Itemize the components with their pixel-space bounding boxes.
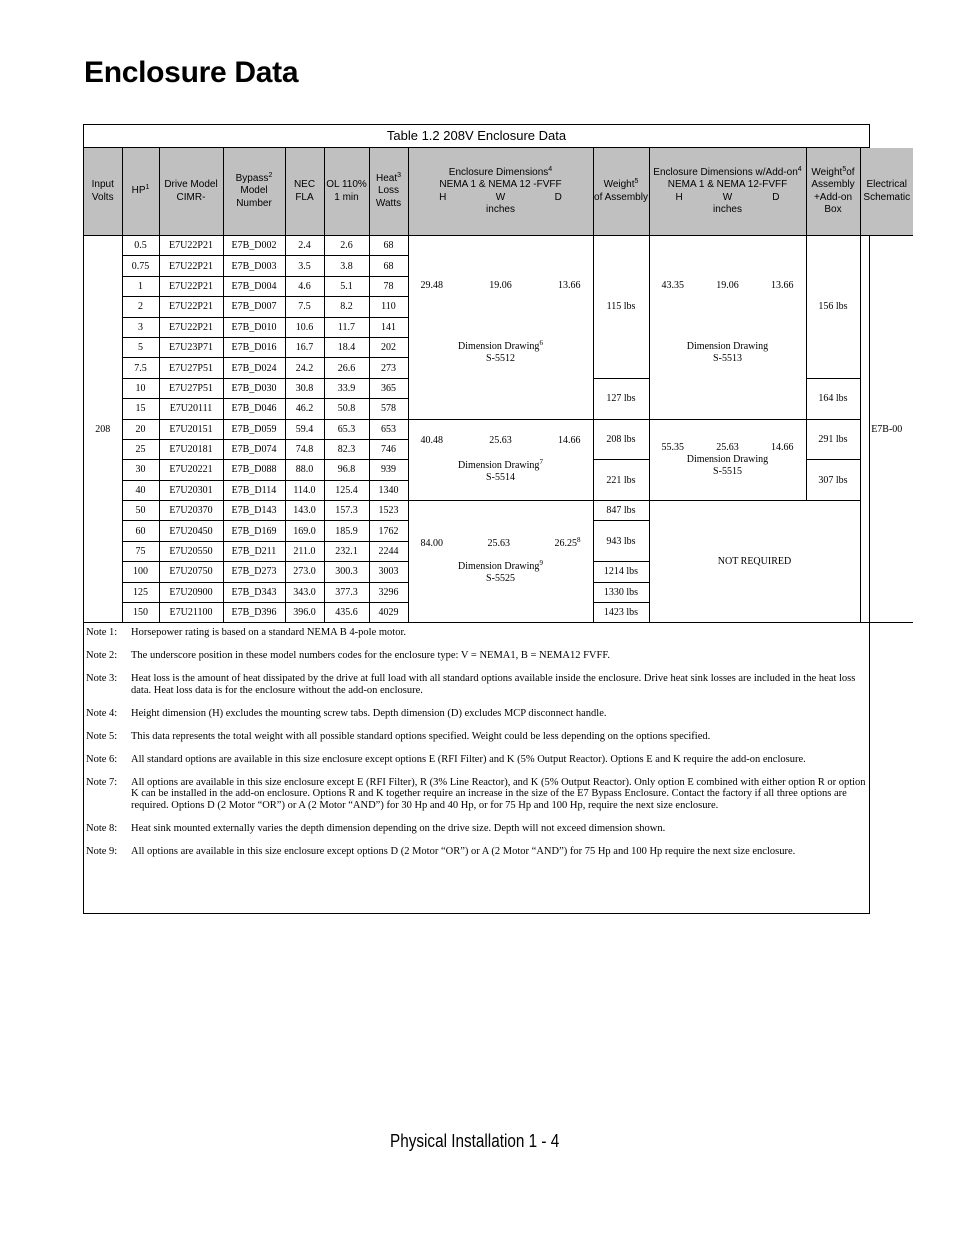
nec-fla-cell: 24.2 (285, 358, 324, 378)
heat-loss-cell: 273 (369, 358, 408, 378)
ol-cell: 33.9 (324, 378, 369, 398)
header-electrical-schematic: Electrical Schematic (860, 148, 913, 236)
hp-cell: 20 (122, 419, 159, 439)
heat-loss-cell: 1340 (369, 480, 408, 500)
bypass-model-cell: E7B_D088 (223, 460, 285, 480)
header-ol: OL 110% 1 min (324, 148, 369, 236)
notes-section (84, 623, 869, 857)
bypass-model-cell: E7B_D003 (223, 256, 285, 276)
note-label: Note 3: (86, 673, 118, 685)
nec-fla-cell: 114.0 (285, 480, 324, 500)
note-label: Note 6: (86, 753, 118, 765)
drive-model-cell: E7U20221 (159, 460, 223, 480)
heat-loss-cell: 78 (369, 276, 408, 296)
drive-model-cell: E7U20151 (159, 419, 223, 439)
bypass-model-cell: E7B_D114 (223, 480, 285, 500)
bypass-model-cell: E7B_D046 (223, 399, 285, 419)
weight-cell: 127 lbs (593, 378, 649, 419)
note-text: Heat loss is the amount of heat dissipated by the drive at full load with all standard options available inside the enclosure. Drive heat sink losses are included in the heat loss data. Heat loss data is for the enclosure without the add-on enclosure. (131, 673, 856, 696)
page-footer: Physical Installation 1 - 4 (390, 1131, 560, 1151)
hp-cell: 40 (122, 480, 159, 500)
dim-d: 14.66 (558, 435, 581, 447)
header-hp: $HP^1$ (122, 148, 159, 236)
ol-cell: 5.1 (324, 276, 369, 296)
hp-cell: 100 (122, 562, 159, 582)
heat-loss-cell: 141 (369, 317, 408, 337)
drive-model-cell: E7U22P21 (159, 297, 223, 317)
header-bypass-model: Bypass$^2$ Model Number (223, 148, 285, 236)
enclosure-data-table-frame (83, 124, 911, 914)
ol-cell: 185.9 (324, 521, 369, 541)
addon-dimensions-group: 55.35 25.63 14.66 Dimension Drawing S-5515 (649, 419, 806, 501)
note (86, 673, 869, 696)
note (86, 846, 869, 858)
heat-loss-cell: 68 (369, 236, 408, 256)
heat-loss-cell: 202 (369, 337, 408, 357)
bypass-model-cell: E7B_D059 (223, 419, 285, 439)
header-row (84, 148, 913, 236)
weight-cell: 221 lbs (593, 460, 649, 501)
hp-cell: 5 (122, 337, 159, 357)
nec-fla-cell: 343.0 (285, 582, 324, 602)
bypass-model-cell: E7B_D004 (223, 276, 285, 296)
ol-cell: 2.6 (324, 236, 369, 256)
ol-cell: 82.3 (324, 439, 369, 459)
input-volts-cell: 208 (84, 236, 122, 623)
ol-cell: 435.6 (324, 603, 369, 623)
bypass-model-cell: E7B_D007 (223, 297, 285, 317)
bypass-model-cell: E7B_D002 (223, 236, 285, 256)
note-label: Note 5: (86, 730, 118, 742)
heat-loss-cell: 1762 (369, 521, 408, 541)
bypass-model-cell: E7B_D273 (223, 562, 285, 582)
dim-d: 14.66 (771, 441, 794, 453)
header-drive-model: Drive Model CIMR- (159, 148, 223, 236)
nec-fla-cell: 211.0 (285, 541, 324, 561)
electrical-schematic-cell: E7B-00 (860, 236, 913, 623)
dim-w: 25.63 (489, 435, 512, 447)
header-enclosure-dimensions: Enclosure Dimensions$^4$ NEMA 1 & NEMA 12 -FVFF H W D inches (408, 148, 593, 236)
ol-cell: 3.8 (324, 256, 369, 276)
ol-cell: 157.3 (324, 501, 369, 521)
dim-h: 84.00 (420, 538, 443, 550)
drive-model-cell: E7U22P21 (159, 256, 223, 276)
drive-model-cell: E7U20750 (159, 562, 223, 582)
ol-cell: 11.7 (324, 317, 369, 337)
drive-model-cell: E7U20370 (159, 501, 223, 521)
note-text: All standard options are available in this size enclosure except options E (RFI Filter) and K (5% Output Reactor). Options E and K require the add-on enclosure. (131, 753, 806, 765)
hp-cell: 1 (122, 276, 159, 296)
weight-addon-cell: 307 lbs (806, 460, 860, 501)
dim-w: 25.63 (716, 441, 739, 453)
header-input-volts: Input Volts (84, 148, 122, 236)
nec-fla-cell: 30.8 (285, 378, 324, 398)
drive-model-cell: E7U22P21 (159, 276, 223, 296)
weight-cell: 943 lbs (593, 521, 649, 562)
drive-model-cell: E7U20450 (159, 521, 223, 541)
note-label: Note 7: (86, 776, 118, 788)
bypass-model-cell: E7B_D010 (223, 317, 285, 337)
note (86, 708, 869, 720)
note (86, 777, 869, 812)
enclosure-dimensions-group: 84.00 25.63 26.25$^8$ Dimension Drawing$^9$ S-5525 (408, 501, 593, 623)
header-weight: Weight$^5$ of Assembly (593, 148, 649, 236)
drive-model-cell: E7U27P51 (159, 358, 223, 378)
hp-cell: 7.5 (122, 358, 159, 378)
bypass-model-cell: E7B_D396 (223, 603, 285, 623)
ol-cell: 232.1 (324, 541, 369, 561)
weight-addon-cell: 156 lbs (806, 236, 860, 379)
table-row (84, 236, 913, 256)
dim-h: 29.48 (420, 280, 443, 291)
weight-cell: 1330 lbs (593, 582, 649, 602)
heat-loss-cell: 3296 (369, 582, 408, 602)
hp-cell: 3 (122, 317, 159, 337)
ol-cell: 377.3 (324, 582, 369, 602)
hp-cell: 30 (122, 460, 159, 480)
weight-cell: 115 lbs (593, 236, 649, 379)
dim-h: 40.48 (420, 435, 443, 447)
bypass-model-cell: E7B_D211 (223, 541, 285, 561)
weight-cell: 1423 lbs (593, 603, 649, 623)
drive-model-cell: E7U27P51 (159, 378, 223, 398)
hp-cell: 10 (122, 378, 159, 398)
nec-fla-cell: 59.4 (285, 419, 324, 439)
addon-dimensions-group: 43.35 19.06 13.66 Dimension Drawing S-5513 (649, 236, 806, 420)
table-body (84, 236, 913, 623)
drive-model-cell: E7U22P21 (159, 317, 223, 337)
note (86, 627, 869, 639)
dim-w: 19.06 (489, 280, 512, 291)
ol-cell: 125.4 (324, 480, 369, 500)
drive-model-cell: E7U20900 (159, 582, 223, 602)
weight-cell: 208 lbs (593, 419, 649, 460)
drive-model-cell: E7U20111 (159, 399, 223, 419)
nec-fla-cell: 4.6 (285, 276, 324, 296)
heat-loss-cell: 68 (369, 256, 408, 276)
nec-fla-cell: 169.0 (285, 521, 324, 541)
bypass-model-cell: E7B_D343 (223, 582, 285, 602)
addon-not-required: NOT REQUIRED (649, 501, 860, 623)
page-title: Enclosure Data (84, 56, 299, 89)
nec-fla-cell: 88.0 (285, 460, 324, 480)
heat-loss-cell: 110 (369, 297, 408, 317)
bypass-model-cell: E7B_D074 (223, 439, 285, 459)
ol-cell: 50.8 (324, 399, 369, 419)
bypass-model-cell: E7B_D169 (223, 521, 285, 541)
enclosure-dimensions-group: 29.48 19.06 13.66 Dimension Drawing$^6$ S-5512 (408, 236, 593, 420)
hp-cell: 75 (122, 541, 159, 561)
enclosure-dimensions-group: 40.48 25.63 14.66 Dimension Drawing$^7$ S-5514 (408, 419, 593, 501)
weight-cell: 1214 lbs (593, 562, 649, 582)
dim-w: 19.06 (716, 280, 739, 291)
nec-fla-cell: 273.0 (285, 562, 324, 582)
drive-model-cell: E7U23P71 (159, 337, 223, 357)
dim-h: 43.35 (661, 280, 684, 291)
note (86, 823, 869, 835)
nec-fla-cell: 143.0 (285, 501, 324, 521)
note-text: This data represents the total weight with all possible standard options specified. Weight could be less depending on the options specified. (131, 730, 711, 742)
header-nec-fla: NEC FLA (285, 148, 324, 236)
header-heat-loss: Heat$^3$ Loss Watts (369, 148, 408, 236)
note-label: Note 2: (86, 650, 118, 662)
hp-cell: 0.75 (122, 256, 159, 276)
bypass-model-cell: E7B_D143 (223, 501, 285, 521)
heat-loss-cell: 2244 (369, 541, 408, 561)
nec-fla-cell: 7.5 (285, 297, 324, 317)
heat-loss-cell: 4029 (369, 603, 408, 623)
note-text: Heat sink mounted externally varies the depth dimension depending on the drive size. Depth will not exceed dimension shown. (131, 822, 666, 834)
table-row (84, 419, 913, 439)
nec-fla-cell: 396.0 (285, 603, 324, 623)
note (86, 731, 869, 743)
ol-cell: 18.4 (324, 337, 369, 357)
hp-cell: 125 (122, 582, 159, 602)
drive-model-cell: E7U22P21 (159, 236, 223, 256)
bypass-model-cell: E7B_D016 (223, 337, 285, 357)
heat-loss-cell: 365 (369, 378, 408, 398)
note-text: Height dimension (H) excludes the mounting screw tabs. Depth dimension (D) excludes MCP disconnect handle. (131, 707, 607, 719)
heat-loss-cell: 939 (369, 460, 408, 480)
nec-fla-cell: 74.8 (285, 439, 324, 459)
ol-cell: 300.3 (324, 562, 369, 582)
note-label: Note 1: (86, 627, 118, 639)
drive-model-cell: E7U20301 (159, 480, 223, 500)
note-text: The underscore position in these model numbers codes for the enclosure type: V = NEMA1, B = NEMA12 FVFF. (131, 650, 610, 662)
drive-model-cell: E7U20181 (159, 439, 223, 459)
note-label: Note 8: (86, 822, 118, 834)
nec-fla-cell: 10.6 (285, 317, 324, 337)
dim-w: 25.63 (487, 538, 510, 550)
nec-fla-cell: 16.7 (285, 337, 324, 357)
enclosure-data-table (84, 148, 913, 623)
drive-model-cell: E7U20550 (159, 541, 223, 561)
heat-loss-cell: 746 (369, 439, 408, 459)
note-text: All options are available in this size enclosure except options D (2 Motor “OR”) or A (2 Motor “AND”) for 75 Hp and 100 Hp require the next size enclosure. (131, 845, 796, 857)
header-weight-addon: Weight$^5$of Assembly +Add-on Box (806, 148, 860, 236)
table-row (84, 501, 913, 521)
header-addon-dimensions: Enclosure Dimensions $w/Add-on^4$ NEMA 1 & NEMA 12-FVFF H W D inches (649, 148, 806, 236)
heat-loss-cell: 3003 (369, 562, 408, 582)
dim-d: 26.25$^8$ (554, 536, 581, 550)
hp-cell: 60 (122, 521, 159, 541)
dim-h: 55.35 (661, 441, 684, 453)
nec-fla-cell: 3.5 (285, 256, 324, 276)
drive-model-cell: E7U21100 (159, 603, 223, 623)
weight-addon-cell: 291 lbs (806, 419, 860, 460)
hp-cell: 25 (122, 439, 159, 459)
note (86, 650, 869, 662)
nec-fla-cell: 2.4 (285, 236, 324, 256)
ol-cell: 96.8 (324, 460, 369, 480)
note-label: Note 9: (86, 845, 118, 857)
bypass-model-cell: E7B_D030 (223, 378, 285, 398)
dim-d: 13.66 (558, 280, 581, 291)
ol-cell: 8.2 (324, 297, 369, 317)
note (86, 754, 869, 766)
weight-cell: 847 lbs (593, 501, 649, 521)
hp-cell: 0.5 (122, 236, 159, 256)
hp-cell: 50 (122, 501, 159, 521)
note-text: Horsepower rating is based on a standard NEMA B 4-pole motor. (131, 627, 406, 639)
heat-loss-cell: 653 (369, 419, 408, 439)
note-text: All options are available in this size enclosure except E (RFI Filter), R (3% Line Reactor), and K (5% Output Reactor). Only option E combined with either option R or option K can be installed in the add-on enclosure. Options R and K together require an increase in the size of the E7 Bypass Enclosure. Contact the factory if all three options are required. Options D (2 Motor “OR”) or A (2 Motor “AND”) for 30 Hp and 40 Hp, or for 75 Hp and 100 Hp, require the next size enclosure. (131, 776, 866, 811)
bypass-model-cell: E7B_D024 (223, 358, 285, 378)
hp-cell: 150 (122, 603, 159, 623)
note-label: Note 4: (86, 707, 118, 719)
heat-loss-cell: 578 (369, 399, 408, 419)
ol-cell: 65.3 (324, 419, 369, 439)
ol-cell: 26.6 (324, 358, 369, 378)
hp-cell: 15 (122, 399, 159, 419)
dim-d: 13.66 (771, 280, 794, 291)
nec-fla-cell: 46.2 (285, 399, 324, 419)
weight-addon-cell: 164 lbs (806, 378, 860, 419)
heat-loss-cell: 1523 (369, 501, 408, 521)
hp-cell: 2 (122, 297, 159, 317)
table-caption: Table 1.2 208V Enclosure Data (84, 125, 869, 148)
